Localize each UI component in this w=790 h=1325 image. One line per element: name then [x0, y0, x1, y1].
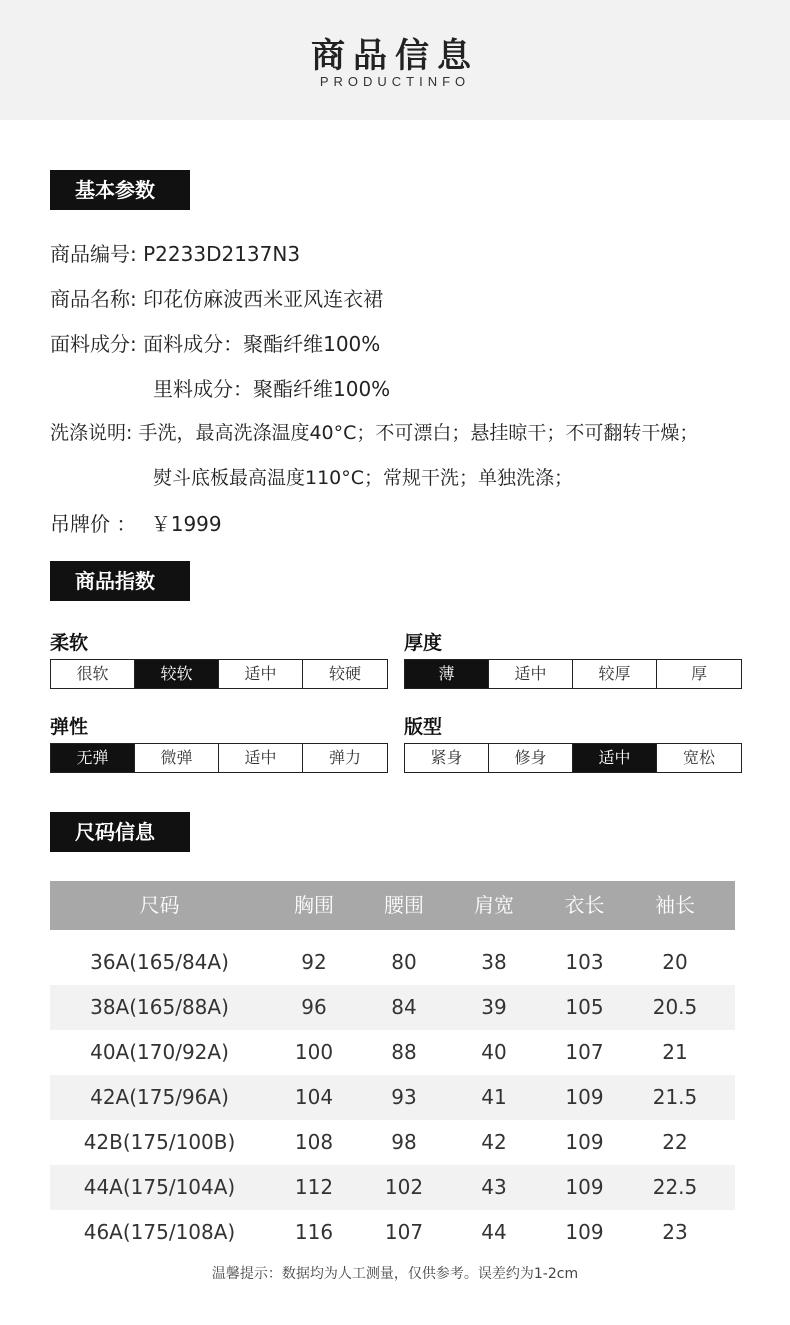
cell-sleeve: 22: [662, 1130, 688, 1154]
header-chest: 胸围: [294, 893, 334, 917]
table-row: [50, 940, 735, 985]
product-name-row: [50, 283, 383, 312]
cell-sleeve: 23: [662, 1220, 688, 1244]
section-tag-index: 商品指数: [50, 561, 190, 601]
cell-waist: 93: [391, 1085, 417, 1109]
price-label: 吊牌价 ：: [50, 512, 137, 536]
cell-sleeve: 21.5: [652, 1085, 698, 1109]
price-value: ￥1999: [150, 512, 222, 536]
cell-chest: 116: [294, 1220, 334, 1244]
cell-chest: 108: [294, 1130, 334, 1154]
thickness-option: 较厚: [573, 660, 657, 688]
elasticity-label: 弹性: [50, 716, 89, 738]
cell-size: 36A(165/84A): [90, 950, 229, 974]
cell-waist: 80: [391, 950, 417, 974]
fabric-label: 面料成分:: [50, 332, 137, 356]
cell-size: 40A(170/92A): [90, 1040, 229, 1064]
lining-row: [153, 373, 390, 402]
wash-label: 洗涤说明:: [50, 422, 133, 444]
header-size: 尺码: [139, 893, 180, 917]
cell-sleeve: 20: [662, 950, 688, 974]
elasticity-option: 无弹: [51, 744, 135, 772]
size-note: 温馨提示：数据均为人工测量，仅供参考。误差约为1-2cm: [211, 1266, 579, 1282]
cell-shoulder: 38: [481, 950, 507, 974]
cell-waist: 98: [391, 1130, 417, 1154]
cell-chest: 92: [301, 950, 327, 974]
table-row: [50, 1210, 735, 1255]
table-row: [50, 1030, 735, 1075]
cell-sleeve: 22.5: [652, 1175, 698, 1199]
softness-option: 较硬: [328, 664, 361, 683]
cell-shoulder: 39: [481, 995, 507, 1019]
fit-scale: [404, 743, 742, 773]
cell-length: 105: [565, 995, 604, 1019]
section-tag-size: 尺码信息: [50, 812, 190, 852]
elasticity-option: 适中: [219, 744, 303, 772]
cell-sleeve: 21: [662, 1040, 688, 1064]
cell-size: 42A(175/96A): [90, 1085, 229, 1109]
fabric-line-1: 面料成分：聚酯纤维100%: [143, 332, 381, 356]
thickness-option: 厚: [690, 664, 707, 683]
price-row: [50, 508, 222, 537]
product-name-label: 商品名称:: [50, 287, 137, 311]
thickness-option: 适中: [489, 660, 573, 688]
cell-length: 109: [565, 1220, 604, 1244]
cell-shoulder: 40: [481, 1040, 507, 1064]
fit-label: 版型: [404, 716, 443, 738]
product-name-value: 印花仿麻波西米亚风连衣裙: [143, 287, 384, 311]
softness-option: 很软: [51, 660, 135, 688]
product-code-value: P2233D2137N3: [143, 242, 301, 266]
cell-length: 109: [565, 1085, 604, 1109]
cell-waist: 102: [384, 1175, 424, 1199]
cell-waist: 88: [391, 1040, 417, 1064]
softness-label: 柔软: [50, 632, 89, 654]
fit-option: 宽松: [682, 748, 715, 767]
wash-row: [50, 418, 698, 445]
softness-scale: [50, 659, 388, 689]
cell-waist: 84: [391, 995, 417, 1019]
table-row: [50, 985, 735, 1030]
header-shoulder: 肩宽: [474, 893, 514, 917]
product-code-label: 商品编号:: [50, 242, 137, 266]
wash-line-1: 手洗，最高洗涤温度40°C；不可漂白；悬挂晾干；不可翻转干燥；: [138, 422, 699, 444]
size-table-header: [50, 881, 735, 930]
cell-length: 109: [565, 1130, 604, 1154]
fit-option: 紧身: [405, 744, 489, 772]
section-tag-basic: 基本参数: [50, 170, 190, 210]
wash-line-2: 熨斗底板最高温度110°C；常规干洗；单独洗涤；: [153, 467, 574, 489]
cell-waist: 107: [384, 1220, 424, 1244]
cell-chest: 104: [294, 1085, 334, 1109]
cell-chest: 100: [294, 1040, 334, 1064]
page-header: [0, 0, 790, 120]
size-table: [50, 881, 735, 1255]
cell-sleeve: 20.5: [652, 995, 698, 1019]
table-row: [50, 1120, 735, 1165]
softness-option: 适中: [219, 660, 303, 688]
elasticity-scale: [50, 743, 388, 773]
cell-length: 103: [565, 950, 604, 974]
thickness-label: 厚度: [404, 632, 443, 654]
product-code-row: [50, 238, 300, 267]
header-sleeve: 袖长: [655, 893, 695, 917]
page-title: 商品信息: [311, 36, 479, 76]
elasticity-option: 微弹: [135, 744, 219, 772]
fabric-line-2: 里料成分：聚酯纤维100%: [153, 377, 391, 401]
thickness-scale: [404, 659, 742, 689]
page-subtitle: PRODUCTINFO: [319, 74, 471, 89]
cell-size: 38A(165/88A): [90, 995, 229, 1019]
wash-row-2: [153, 463, 573, 490]
cell-chest: 96: [301, 995, 327, 1019]
cell-length: 109: [565, 1175, 604, 1199]
thickness-option: 薄: [405, 660, 489, 688]
fit-option: 适中: [573, 744, 657, 772]
cell-shoulder: 43: [481, 1175, 507, 1199]
cell-shoulder: 44: [481, 1220, 507, 1244]
cell-shoulder: 42: [481, 1130, 507, 1154]
cell-chest: 112: [294, 1175, 334, 1199]
cell-length: 107: [565, 1040, 604, 1064]
cell-shoulder: 41: [481, 1085, 507, 1109]
elasticity-option: 弹力: [328, 748, 361, 767]
fabric-row: [50, 328, 380, 357]
cell-size: 46A(175/108A): [83, 1220, 236, 1244]
softness-option: 较软: [135, 660, 219, 688]
cell-size: 44A(175/104A): [83, 1175, 236, 1199]
fit-option: 修身: [489, 744, 573, 772]
header-length: 衣长: [564, 893, 605, 917]
header-waist: 腰围: [384, 893, 424, 917]
table-row: [50, 1165, 735, 1210]
table-row: [50, 1075, 735, 1120]
cell-size: 42B(175/100B): [83, 1130, 236, 1154]
